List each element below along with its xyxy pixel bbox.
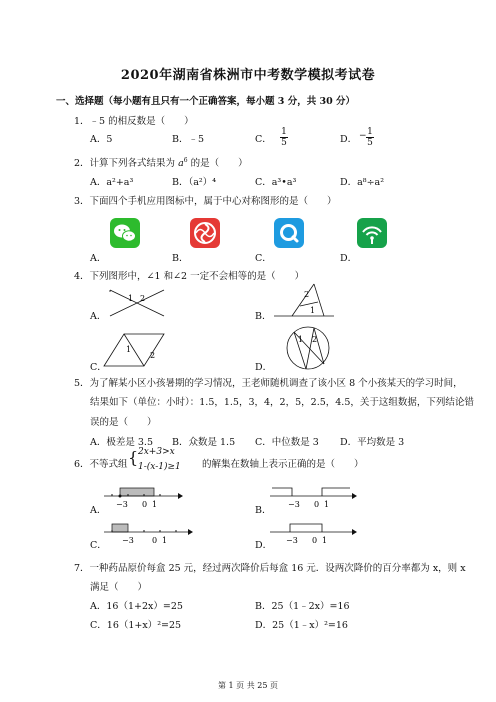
q7-option-b: B．25（1﹣2x）=16 bbox=[255, 601, 350, 612]
svg-text:2: 2 bbox=[150, 351, 156, 360]
svg-text:1: 1 bbox=[128, 294, 134, 303]
q6-option-c: C． bbox=[90, 540, 107, 551]
spiral-flower-icon bbox=[190, 218, 220, 248]
q1-option-d: D． bbox=[340, 134, 358, 145]
q6d-tick-m3: −3 bbox=[286, 536, 298, 545]
q6c-tick-1: 1 bbox=[162, 536, 168, 545]
q2-stem-suffix: 的是（ ） bbox=[187, 158, 248, 169]
q6-number-line-a bbox=[104, 482, 184, 512]
q6d-tick-1: 1 bbox=[322, 536, 328, 545]
q4-option-d: D． bbox=[255, 362, 273, 373]
q5-option-d: D．平均数是 3 bbox=[340, 437, 405, 448]
q4-option-b: B． bbox=[255, 311, 272, 322]
q6-number-line-d bbox=[270, 518, 360, 548]
question-5-line-3: 误的是（ ） bbox=[90, 417, 157, 428]
q4-figure-d bbox=[284, 324, 334, 372]
question-5-line-1: 5．为了解某小区小孩暑期的学习情况，王老师随机调查了该小区 8 个小孩某天的学习时间， bbox=[74, 378, 463, 389]
svg-text:1: 1 bbox=[310, 306, 316, 315]
q1-option-c: C． bbox=[255, 134, 272, 145]
question-7-line-2: 满足（ ） bbox=[90, 582, 148, 593]
q1-d-numerator: 1 bbox=[367, 127, 373, 137]
page-footer: 第 1 页 共 25 页 bbox=[218, 681, 278, 690]
q2-option-b: B．（a²）⁴ bbox=[172, 177, 217, 188]
question-5-line-2: 结果如下（单位：小时）：1.5，1.5，3，4，2，5，2.5，4.5，关于这组数据，下列结论错 bbox=[90, 397, 474, 408]
q6b-tick-m3: −3 bbox=[288, 500, 300, 509]
q2-option-a: A．a²+a³ bbox=[90, 177, 134, 188]
q6a-tick-1: 1 bbox=[152, 500, 158, 509]
q7-option-d: D．25（1﹣x）²=16 bbox=[255, 620, 348, 631]
svg-text:2: 2 bbox=[140, 294, 146, 303]
q4-option-c: C． bbox=[90, 362, 107, 373]
q2-exponent: 6 bbox=[183, 156, 188, 164]
question-7-line-1: 7．一种药品原价每盒 25 元，经过两次降价后每盒 16 元．设两次降价的百分率都为 x，则 x bbox=[74, 563, 466, 574]
q4-option-a: A． bbox=[90, 311, 107, 322]
inequality-1: 2x+3>x bbox=[138, 447, 175, 457]
q2-variable: a bbox=[178, 158, 184, 169]
q1-fraction-c bbox=[280, 127, 288, 148]
page-title: 2020年湖南省株洲市中考数学模拟考试卷 bbox=[120, 68, 376, 83]
q5-option-c: C．中位数是 3 bbox=[255, 437, 319, 448]
svg-text:1: 1 bbox=[126, 345, 132, 354]
q4-figure-c bbox=[100, 330, 170, 370]
q6-option-a: A． bbox=[90, 505, 107, 516]
question-2-stem bbox=[74, 155, 248, 169]
q6b-tick-0: 0 bbox=[314, 500, 320, 509]
q6-number-line-c bbox=[104, 518, 194, 548]
q3-option-c: C． bbox=[255, 253, 272, 264]
system-brace: { bbox=[128, 448, 139, 467]
q2-stem-prefix: 2．计算下列各式结果为 bbox=[74, 158, 179, 169]
svg-text:2: 2 bbox=[304, 290, 310, 299]
q3-option-b: B． bbox=[172, 253, 189, 264]
svg-text:2: 2 bbox=[312, 335, 318, 344]
q1-option-a: A．5 bbox=[90, 134, 113, 145]
q2-option-c: C．a³•a³ bbox=[255, 177, 297, 188]
q5-option-a: A．极差是 3.5 bbox=[90, 437, 153, 448]
q4-figure-a bbox=[108, 284, 168, 320]
wifi-signal-icon bbox=[357, 218, 387, 248]
q6-option-d: D． bbox=[255, 540, 273, 551]
q6a-tick-m3: −3 bbox=[116, 500, 128, 509]
wechat-icon bbox=[110, 218, 140, 248]
q1-fraction-d bbox=[366, 127, 374, 148]
question-4-stem: 4．下列图形中，∠1 和∠2 一定不会相等的是（ ） bbox=[74, 271, 305, 282]
q7-option-a: A．16（1+2x）=25 bbox=[90, 601, 183, 612]
q6-option-b: B． bbox=[255, 505, 272, 516]
question-6-stem-suffix: 的解集在数轴上表示正确的是（ ） bbox=[202, 459, 364, 470]
q1-option-b: B．﹣5 bbox=[172, 134, 205, 145]
q6c-tick-0: 0 bbox=[152, 536, 158, 545]
q6-number-line-b bbox=[270, 482, 360, 512]
svg-text:1: 1 bbox=[298, 335, 304, 344]
q5-option-b: B．众数是 1.5 bbox=[172, 437, 236, 448]
q3-option-a: A． bbox=[90, 253, 107, 264]
q3-option-d: D． bbox=[340, 253, 358, 264]
q2-option-d: D．a⁸÷a² bbox=[340, 177, 385, 188]
q6b-tick-1: 1 bbox=[324, 500, 330, 509]
q6d-tick-0: 0 bbox=[312, 536, 318, 545]
question-3-stem: 3．下面四个手机应用图标中，属于中心对称图形的是（ ） bbox=[74, 196, 337, 207]
q1-d-denominator: 5 bbox=[367, 138, 373, 148]
inequality-2: 1-(x-1)≥1 bbox=[138, 462, 181, 472]
q6a-tick-0: 0 bbox=[142, 500, 148, 509]
section-heading: 一、选择题（每小题有且只有一个正确答案，每小题 3 分，共 30 分） bbox=[56, 96, 356, 107]
q7-option-c: C．16（1+x）²=25 bbox=[90, 620, 182, 631]
q1-c-numerator: 1 bbox=[281, 127, 287, 137]
search-q-icon bbox=[274, 218, 304, 248]
q4-figure-b bbox=[270, 280, 340, 322]
q1-c-denominator: 5 bbox=[281, 138, 287, 148]
q6c-tick-m3: −3 bbox=[122, 536, 134, 545]
question-1-stem: 1．﹣5 的相反数是（ ） bbox=[74, 116, 194, 127]
q1-d-sign: − bbox=[359, 131, 367, 141]
question-6-stem-prefix: 6．不等式组 bbox=[74, 459, 128, 470]
